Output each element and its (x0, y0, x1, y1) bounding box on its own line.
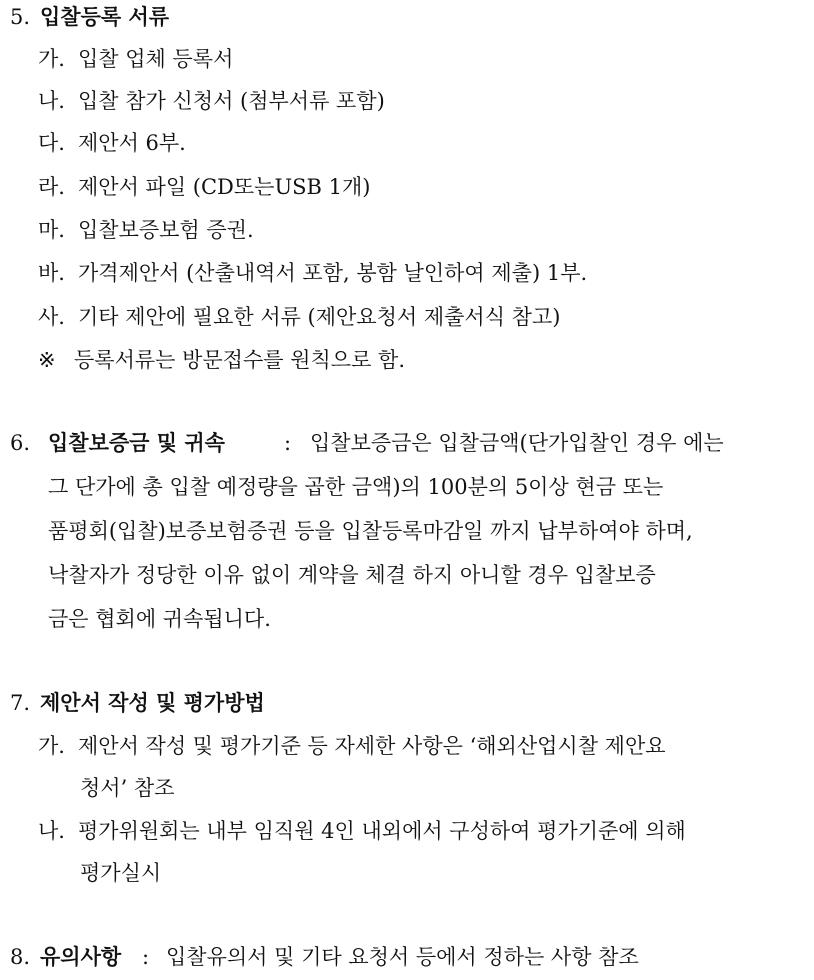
section-8-text: 입찰유의서 및 기타 요청서 등에서 정하는 사항 참조 (166, 945, 639, 969)
item-marker: 다. (38, 131, 65, 155)
section-6-text-2: 그 단가에 총 입찰 예정량을 곱한 금액)의 100분의 5이상 현금 또는 (48, 475, 664, 499)
section-7-heading: 제안서 작성 및 평가방법 (40, 690, 265, 715)
item-text: 가격제안서 (산출내역서 포함, 봉함 날인하여 제출) 1부. (78, 261, 588, 285)
section-6-colon: : (284, 431, 292, 455)
item-text: 입찰 참가 신청서 (첨부서류 포함) (78, 89, 385, 113)
section-6-text-5: 금은 협회에 귀속됩니다. (48, 607, 271, 631)
section-6-number: 6. (10, 431, 31, 455)
item-marker: 가. (38, 47, 65, 71)
section-6-heading: 입찰보증금 및 귀속 (48, 430, 225, 455)
section-7-number: 7. (10, 691, 31, 715)
item-marker: 라. (38, 175, 65, 199)
section-6-text-4: 낙찰자가 정당한 이유 없이 계약을 체결 하지 아니할 경우 입찰보증 (48, 563, 656, 587)
item-text-continued: 평가실시 (80, 861, 162, 885)
note-text: 등록서류는 방문접수를 원칙으로 함. (74, 348, 405, 372)
item-marker: 바. (38, 261, 65, 285)
item-text: 입찰보증보험 증권. (78, 218, 254, 242)
section-8-colon: : (142, 945, 150, 969)
section-8-number: 8. (10, 945, 31, 969)
item-marker: 나. (38, 819, 65, 843)
item-text: 제안서 6부. (78, 131, 186, 155)
section-5-number: 5. (10, 5, 31, 29)
item-marker: 사. (38, 305, 65, 329)
section-6-text-3: 품평회(입찰)보증보험증권 등을 입찰등록마감일 까지 납부하여야 하며, (48, 519, 693, 543)
item-text: 입찰 업체 등록서 (78, 47, 234, 71)
item-text-continued: 청서’ 참조 (80, 776, 175, 800)
section-8-heading: 유의사항 (40, 944, 122, 969)
item-text: 제안서 파일 (CD또는USB 1개) (78, 175, 371, 199)
section-5-heading: 입찰등록 서류 (40, 4, 170, 29)
item-text: 제안서 작성 및 평가기준 등 자세한 사항은 ‘해외산업시찰 제안요 (78, 734, 666, 758)
item-marker: 나. (38, 89, 65, 113)
item-marker: 마. (38, 218, 65, 242)
item-text: 기타 제안에 필요한 서류 (제안요청서 제출서식 참고) (78, 305, 561, 329)
note-marker: ※ (38, 348, 56, 372)
item-marker: 가. (38, 734, 65, 758)
item-text: 평가위원회는 내부 임직원 4인 내외에서 구성하여 평가기준에 의해 (78, 819, 686, 843)
section-6-text-1: 입찰보증금은 입찰금액(단가입찰인 경우 에는 (310, 431, 724, 455)
